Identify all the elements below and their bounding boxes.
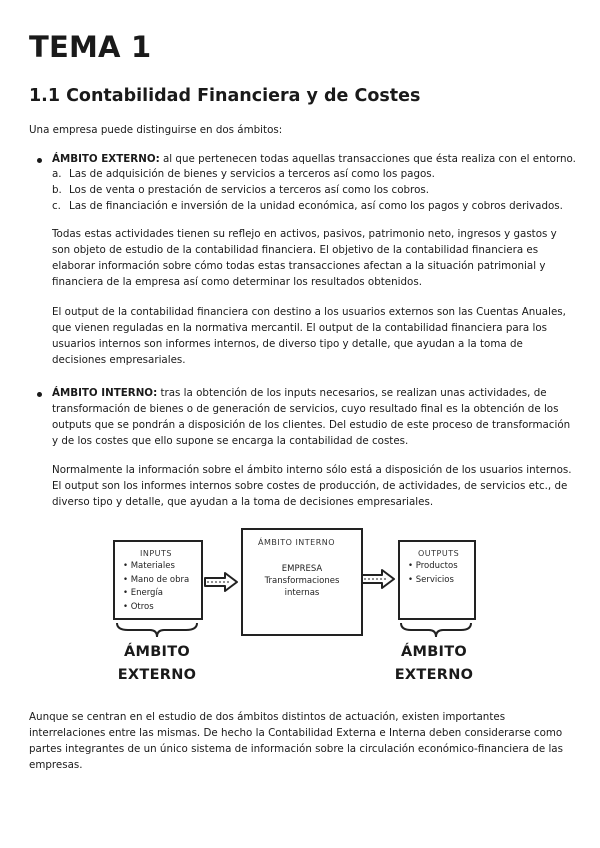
inputs-item: • Otros — [123, 601, 154, 612]
inputs-item: • Mano de obra — [123, 574, 190, 585]
outputs-item: • Servicios — [408, 574, 454, 585]
interno-lead: tras la obtención de los inputs necesarios, se realizan unas actividades, de transformación de bienes o de generación de servicios, cuyo resultado final es la obtención de los outputs que se pondrán a disposición de los clientes. Del estudio de este proceso de transformación y de los costes que ello supone se encarga la contabilidad de costes. — [52, 387, 571, 447]
inputs-list — [123, 560, 189, 614]
interno-paragraph-2: Normalmente la información sobre el ámbito interno sólo está a disposición de los usuarios internos. El output son los informes internos sobre costes de producción, de actividades, de servicios etc., de diverso tipo y detalle, que ayudan a la toma de decisiones empresariales. — [52, 464, 572, 508]
inputs-title: INPUTS — [140, 549, 172, 558]
inputs-item: • Materiales — [123, 561, 175, 571]
outputs-item: • Productos — [408, 561, 458, 571]
outputs-list — [408, 560, 458, 587]
externo-paragraph-1: Todas estas actividades tienen su reflejo en activos, pasivos, patrimonio neto, ingresos y gastos y son objeto de estudio de la contabilidad financiera. El objetivo de la contabilidad financiera es elaborar información sobre cómo todas estas transacciones afectan a la situación patrimonial y financiera de la empresa así como determinar los resultados obtenidos. — [52, 228, 557, 288]
bullet-interno — [37, 392, 42, 397]
outputs-box — [398, 540, 476, 620]
externo-paragraph-2: El output de la contabilidad financiera con destino a los usuarios externos son las Cuentas Anuales, que vienen reguladas en la normativa mercantil. El output de la contabilidad financiera para los usuarios internos son informes internos, de diverso tipo y detalle, que ayudan a la toma de decisiones empresariales. — [52, 306, 566, 366]
bullet-externo — [37, 158, 42, 163]
arrow-right-icon — [203, 571, 239, 593]
internal-text: EMPRESA Transformaciones internas — [264, 564, 340, 598]
left-ambito-externo-label: ÁMBITO EXTERNO — [117, 644, 197, 683]
inputs-item: • Energía — [123, 588, 164, 598]
outputs-title: OUTPUTS — [418, 549, 460, 558]
externo-lead: al que pertenecen todas aquellas transacciones que ésta realiza con el entorno. — [159, 153, 576, 165]
internal-title: ÁMBITO INTERNO — [258, 538, 336, 547]
brace-icon — [398, 621, 474, 639]
section-title: 1.1 Contabilidad Financiera y de Costes — [29, 86, 421, 106]
right-ambito-externo-label: ÁMBITO EXTERNO — [394, 644, 474, 683]
externo-heading-line — [52, 151, 577, 167]
externo-item-a: a. Las de adquisición de bienes y servicios a terceros así como los pagos. — [52, 168, 435, 180]
brace-icon — [114, 621, 200, 639]
externo-label: ÁMBITO EXTERNO: — [52, 153, 160, 165]
page-title: TEMA 1 — [29, 30, 152, 64]
conclusion-paragraph: Aunque se centran en el estudio de dos ámbitos distintos de actuación, existen importantes interrelaciones entre las mismas. De hecho la Contabilidad Externa e Interna deben considerarse como partes integrantes de un único sistema de información sobre la circulación económico-financiera de las empresas. — [29, 711, 563, 771]
arrow-right-icon — [360, 568, 396, 590]
externo-item-c: c. Las de financiación e inversión de la unidad económica, así como los pagos y cobros derivados. — [52, 200, 563, 212]
intro-paragraph: Una empresa puede distinguirse en dos ámbitos: — [29, 124, 283, 136]
inputs-box — [113, 540, 203, 620]
internal-box — [241, 528, 363, 636]
externo-item-b: b. Los de venta o prestación de servicios a terceros así como los cobros. — [52, 184, 430, 196]
interno-paragraph — [52, 385, 574, 449]
interno-label: ÁMBITO INTERNO: — [52, 387, 158, 399]
